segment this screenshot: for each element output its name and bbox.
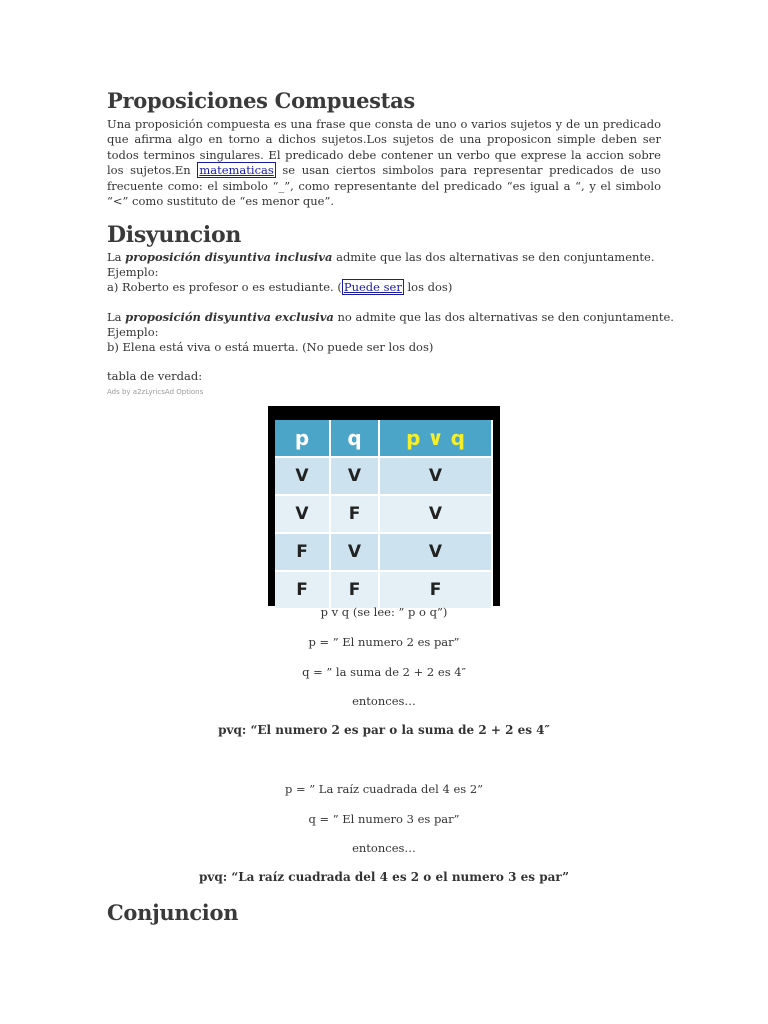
example1-q: q = ” la suma de 2 + 2 es 4″ [302, 665, 466, 679]
table-cell: F [330, 495, 379, 533]
inclusive-example [107, 280, 452, 295]
example2-then: entonces… [352, 841, 416, 855]
table-row [275, 571, 492, 609]
inclusive-definition [107, 250, 655, 265]
example2-q: q = ” El numero 3 es par” [308, 812, 460, 826]
header-p-or-q: p ∨ q [379, 420, 492, 457]
example1-result: pvq: “El numero 2 es par o la suma de 2 + 2 es 4″ [218, 723, 550, 737]
section-title-proposiciones-compuestas: Proposiciones Compuestas [107, 88, 415, 113]
exclusive-rest: no admite que las dos alternativas se den conjuntamente. [333, 310, 674, 324]
table-cell: V [330, 457, 379, 495]
table-cell: V [275, 457, 330, 495]
exclusive-term: proposición disyuntiva exclusiva [125, 310, 334, 324]
table-cell: F [275, 571, 330, 609]
exclusive-example-label: Ejemplo: [107, 325, 159, 339]
table-cell: F [379, 571, 492, 609]
example1-p: p = ” El numero 2 es par” [308, 635, 460, 649]
table-cell: V [275, 495, 330, 533]
table-cell: V [379, 457, 492, 495]
table-row [275, 533, 492, 571]
inclusive-rest: admite que las dos alternativas se den conjuntamente. [332, 250, 655, 264]
table-cell: F [330, 571, 379, 609]
table-cell: F [275, 533, 330, 571]
intro-text-after: se usan ciertos simbolos para representar predicados de uso frecuente como: el simbolo “_”, como representante del predicado “es igual a “, y el simbolo “<” como sustituto de “es menor que”. [107, 163, 661, 209]
truth-table-label: tabla de verdad: [107, 369, 203, 383]
table-cell: V [379, 495, 492, 533]
inclusive-example-before: a) Roberto es profesor o es estudiante. ( [107, 280, 342, 294]
example1-then: entonces… [352, 694, 416, 708]
header-q: q [330, 420, 379, 457]
inclusive-example-after: los dos) [403, 280, 453, 294]
inclusive-term: proposición disyuntiva inclusiva [125, 250, 333, 264]
exclusive-prefix: La [107, 310, 126, 324]
example2-result: pvq: “La raíz cuadrada del 4 es 2 o el numero 3 es par” [198, 870, 570, 884]
puede-ser-link[interactable]: Puede ser [343, 280, 402, 294]
example1-read-as: p v q (se lee: ” p o q”) [320, 605, 448, 619]
exclusive-example: b) Elena está viva o está muerta. (No puede ser los dos) [107, 340, 434, 354]
inclusive-prefix: La [107, 250, 126, 264]
table-cell: V [379, 533, 492, 571]
truth-table [275, 420, 493, 610]
table-cell: V [330, 533, 379, 571]
inclusive-example-label: Ejemplo: [107, 265, 159, 279]
truth-table-image [268, 406, 500, 606]
matematicas-link[interactable]: matematicas [199, 163, 274, 178]
intro-paragraph [107, 117, 661, 209]
section-title-disyuncion: Disyuncion [107, 222, 242, 248]
ads-options-link[interactable]: Ads by a2zLyricsAd Options [107, 388, 204, 396]
intro-text-before: Una proposición compuesta es una frase que consta de uno o varios sujetos y de un predicado que afirma algo en torno a dichos sujetos.Los sujetos de una proposicon simple deben ser todos terminos singulares. El predicado debe contener un verbo que exprese la accion sobre los sujetos.En [107, 117, 661, 178]
truth-table-header-row [275, 420, 492, 457]
table-row [275, 457, 492, 495]
table-row [275, 495, 492, 533]
example2-p: p = ” La raíz cuadrada del 4 es 2” [284, 782, 484, 796]
header-p: p [275, 420, 330, 457]
exclusive-definition [107, 310, 674, 325]
section-title-conjuncion: Conjuncion [107, 900, 239, 925]
